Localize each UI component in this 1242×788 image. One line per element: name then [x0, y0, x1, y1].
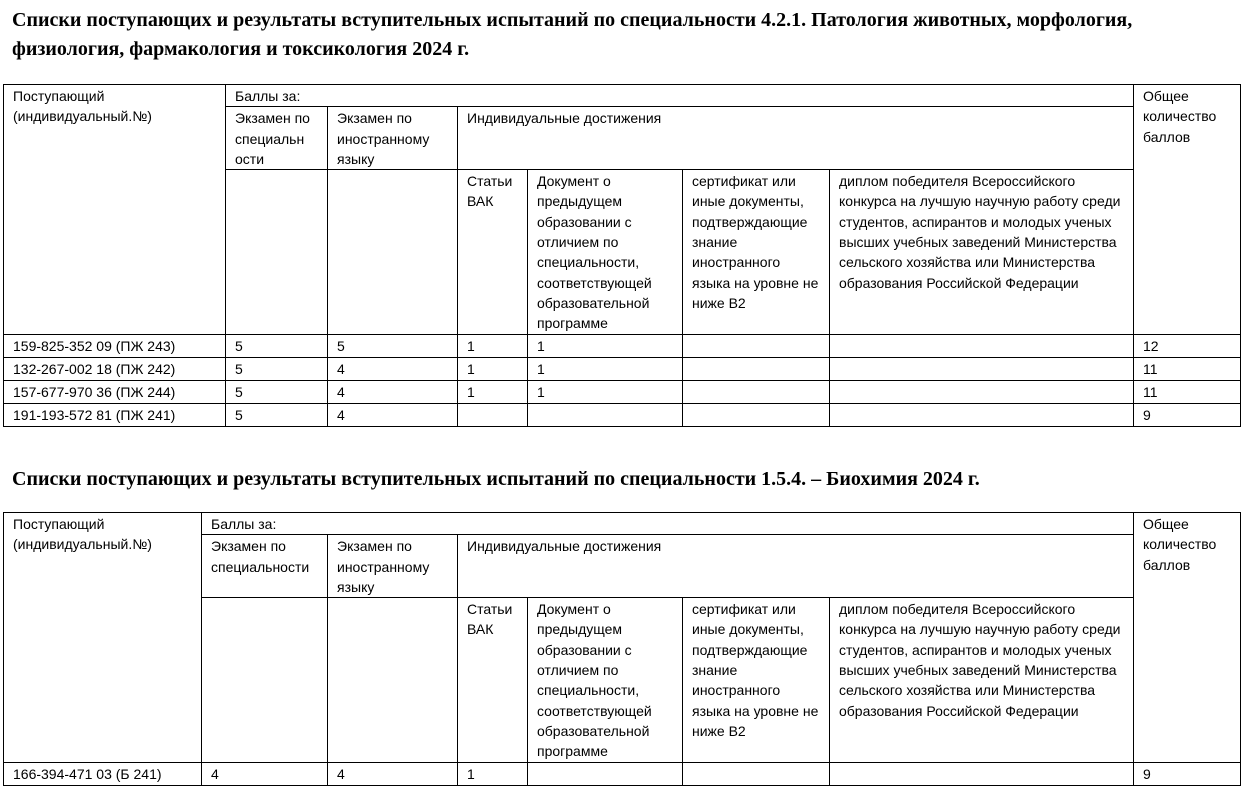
- applicant-id: 132-267-002 18 (ПЖ 242): [4, 358, 226, 381]
- table-row: [4, 358, 1241, 381]
- language-certificate-header: сертификат или иные документы, подтверждающие знание иностранного языка на уровне не ниже В2: [683, 598, 830, 763]
- exam-specialty-score: 5: [226, 381, 328, 404]
- contest-diploma-header: диплом победителя Всероссийского конкурса на лучшую научную работу среди студентов, аспирантов и молодых ученых высших учебных заведений Министерства сельского хозяйства или Министерства образования Российской Федерации: [830, 598, 1134, 763]
- certificate-score: [683, 358, 830, 381]
- applicant-id: 159-825-352 09 (ПЖ 243): [4, 335, 226, 358]
- applicant-id: 166-394-471 03 (Б 241): [4, 763, 202, 786]
- scores-for-header: Баллы за:: [202, 513, 1134, 535]
- exam-language-score: 4: [328, 358, 458, 381]
- exam-language-header: Экзамен по иностранному языку: [328, 107, 458, 170]
- total-score: 11: [1134, 381, 1241, 404]
- contest-diploma-header: диплом победителя Всероссийского конкурса на лучшую научную работу среди студентов, аспирантов и молодых ученых высших учебных заведений Министерства сельского хозяйства или Министерства образования Российской Федерации: [830, 170, 1134, 335]
- exam-language-score: 4: [328, 404, 458, 427]
- certificate-score: [683, 404, 830, 427]
- section-2-title: Списки поступающих и результаты вступительных испытаний по специальности 1.5.4. – Биохимия 2024 г.: [12, 468, 980, 490]
- vak-articles-header: Статьи ВАК: [458, 170, 528, 335]
- honors-score: 1: [528, 358, 683, 381]
- language-certificate-header: сертификат или иные документы, подтверждающие знание иностранного языка на уровне не ниже В2: [683, 170, 830, 335]
- applicant-header: Поступающий (индивидуальный.№): [4, 85, 226, 335]
- exam-specialty-score: 5: [226, 335, 328, 358]
- table-row: [4, 404, 1241, 427]
- exam-specialty-header: Экзамен по специальности: [202, 535, 328, 598]
- honors-document-header: Документ о предыдущем образовании с отличием по специальности, соответствующей образовательной программе: [528, 598, 683, 763]
- total-header: Общее количество баллов: [1134, 85, 1241, 335]
- vak-score: 1: [458, 358, 528, 381]
- header-row: [4, 85, 1241, 107]
- certificate-score: [683, 335, 830, 358]
- honors-score: [528, 763, 683, 786]
- results-table-1: [3, 84, 1241, 427]
- applicant-header: Поступающий (индивидуальный.№): [4, 513, 202, 763]
- total-score: 9: [1134, 763, 1241, 786]
- empty-cell: [202, 598, 328, 763]
- results-table-2: [3, 512, 1241, 786]
- honors-document-header: Документ о предыдущем образовании с отличием по специальности, соответствующей образовательной программе: [528, 170, 683, 335]
- applicant-id: 191-193-572 81 (ПЖ 241): [4, 404, 226, 427]
- vak-score: 1: [458, 335, 528, 358]
- certificate-score: [683, 763, 830, 786]
- total-header: Общее количество баллов: [1134, 513, 1241, 763]
- diploma-score: [830, 763, 1134, 786]
- empty-cell: [226, 170, 328, 335]
- empty-cell: [328, 170, 458, 335]
- diploma-score: [830, 404, 1134, 427]
- vak-score: 1: [458, 381, 528, 404]
- applicant-id: 157-677-970 36 (ПЖ 244): [4, 381, 226, 404]
- exam-specialty-header: Экзамен по специальн ости: [226, 107, 328, 170]
- vak-score: 1: [458, 763, 528, 786]
- total-score: 12: [1134, 335, 1241, 358]
- diploma-score: [830, 335, 1134, 358]
- exam-specialty-score: 5: [226, 358, 328, 381]
- empty-cell: [328, 598, 458, 763]
- scores-for-header: Баллы за:: [226, 85, 1134, 107]
- achievements-header: Индивидуальные достижения: [458, 107, 1134, 170]
- achievements-header: Индивидуальные достижения: [458, 535, 1134, 598]
- exam-language-score: 5: [328, 335, 458, 358]
- honors-score: [528, 404, 683, 427]
- exam-language-header: Экзамен по иностранному языку: [328, 535, 458, 598]
- honors-score: 1: [528, 335, 683, 358]
- section-1-title: Списки поступающих и результаты вступительных испытаний по специальности 4.2.1. Патология животных, морфология, физиология, фармакология и токсикология 2024 г.: [12, 9, 1133, 60]
- header-row: [4, 513, 1241, 535]
- table-row: [4, 335, 1241, 358]
- diploma-score: [830, 358, 1134, 381]
- honors-score: 1: [528, 381, 683, 404]
- vak-articles-header: Статьи ВАК: [458, 598, 528, 763]
- diploma-score: [830, 381, 1134, 404]
- exam-language-score: 4: [328, 381, 458, 404]
- vak-score: [458, 404, 528, 427]
- exam-specialty-score: 4: [202, 763, 328, 786]
- table-row: [4, 381, 1241, 404]
- total-score: 11: [1134, 358, 1241, 381]
- exam-specialty-score: 5: [226, 404, 328, 427]
- total-score: 9: [1134, 404, 1241, 427]
- certificate-score: [683, 381, 830, 404]
- table-row: [4, 763, 1241, 786]
- exam-language-score: 4: [328, 763, 458, 786]
